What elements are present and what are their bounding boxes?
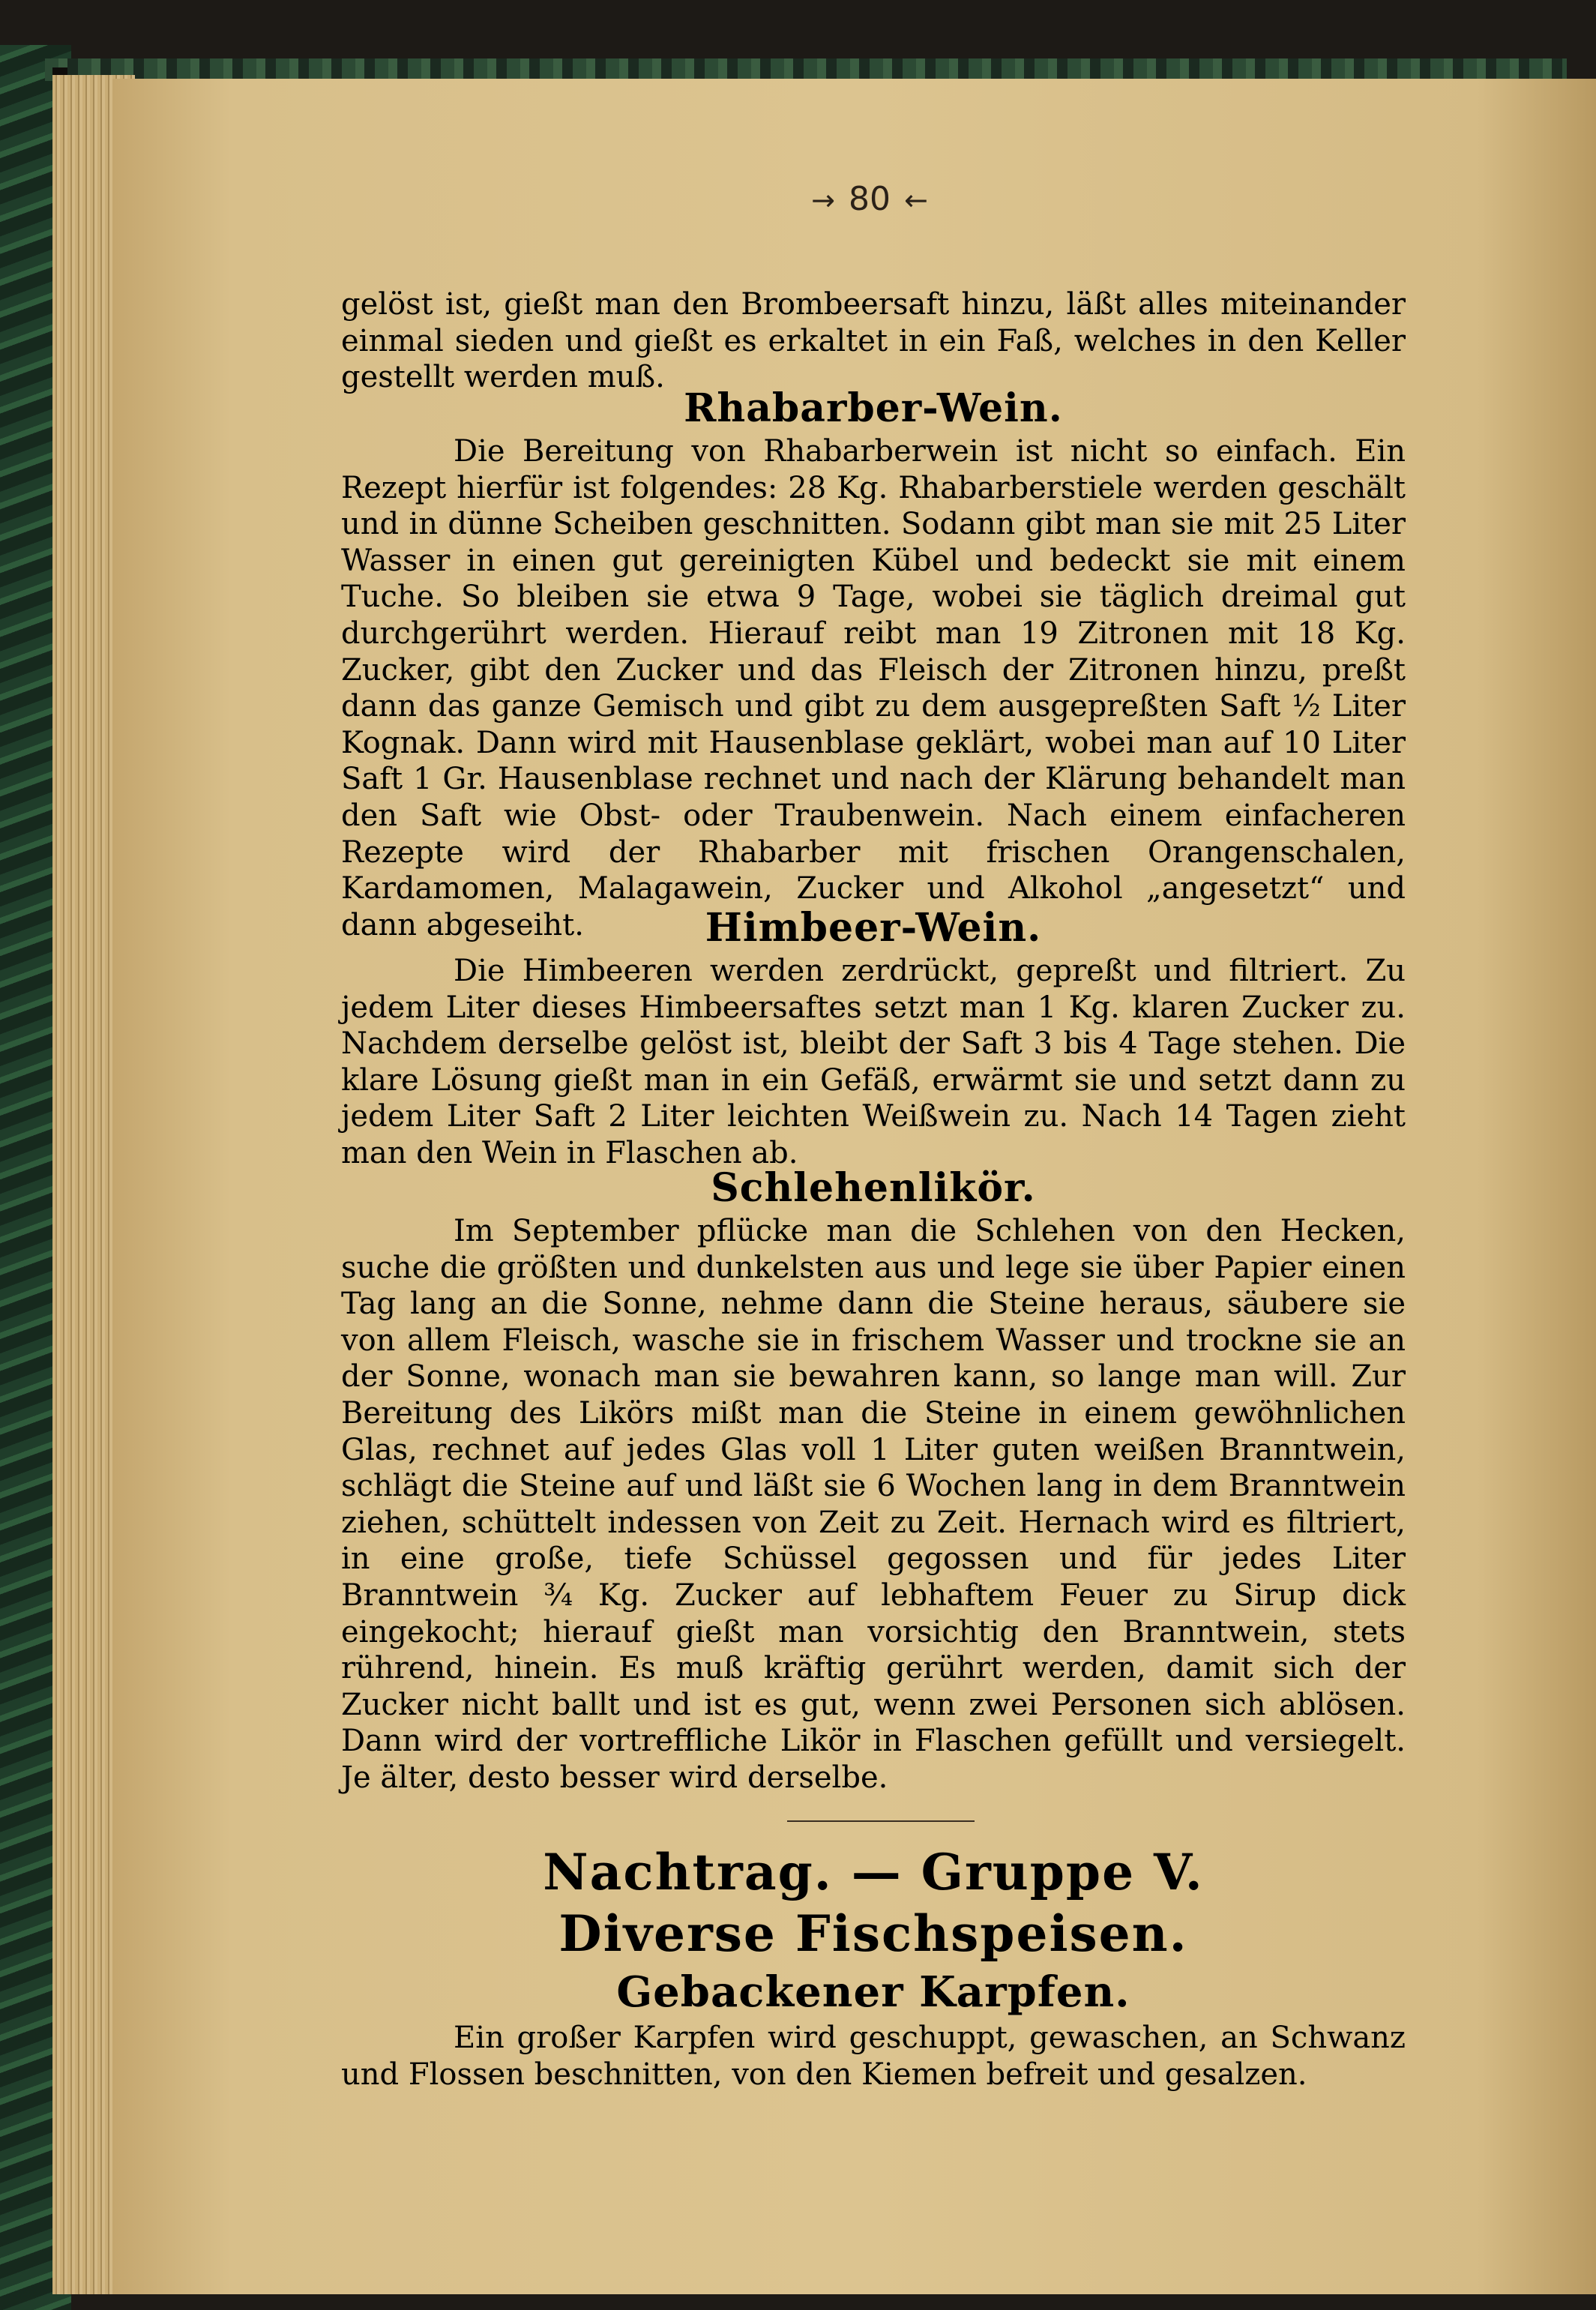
section-heading: Schlehenlikör.	[711, 1165, 1036, 1211]
page-header	[757, 180, 982, 218]
ornament-right-icon: ←	[904, 184, 928, 217]
section-heading: Himbeer-Wein.	[705, 905, 1042, 951]
section-heading: Rhabarber-Wein.	[684, 385, 1063, 431]
appendix-paragraph: Ein großer Karpfen wird geschuppt, gewaschen, an Schwanz und Flossen beschnitten, von den Kiemen befreit und gesalzen.	[341, 2021, 1406, 2092]
appendix-subtitle: Diverse Fischspeisen.	[558, 1904, 1188, 1963]
appendix-title: Nachtrag. — Gruppe V.	[543, 1843, 1204, 1901]
section-paragraph: Die Bereitung von Rhabarberwein ist nicht so einfach. Ein Rezept hierfür ist folgendes: 28 Kg. Rhabarberstiele werden geschält und in dünne Scheiben geschnitten. Sodann gibt man sie mit 25 Liter Wasser in einen gut gereinigten Kübel und bedeckt sie mit einem Tuche. So bleiben sie etwa 9 Tage, wobei sie täglich dreimal gut durchgerührt werden. Hierauf reibt man 19 Zitronen mit 18 Kg. Zucker, gibt den Zucker und das Fleisch der Zitronen hinzu, preßt dann das ganze Gemisch und gibt zu dem ausgepreßten Saft ½ Liter Kognak. Dann wird mit Hausenblase geklärt, wobei man auf 10 Liter Saft 1 Gr. Hausenblase rechnet und nach der Klärung behandelt man den Saft wie Obst- oder Traubenwein. Nach einem einfacheren Rezepte wird der Rhabarber mit frischen Orangenschalen, Kardamomen, Malagawein, Zucker und Alkohol „angesetzt“ und dann abgeseiht.	[341, 434, 1406, 942]
section-paragraph: Im September pflücke man die Schlehen von den Hecken, suche die größten und dunkelsten aus und lege sie über Papier einen Tag lang an die Sonne, nehme dann die Steine heraus, säubere sie von allem Fleisch, wasche sie in frischem Wasser und trockne sie an der Sonne, wonach man sie bewahren kann, so lange man will. Zur Bereitung des Likörs mißt man die Steine in einem gewöhnlichen Glas, rechnet auf jedes Glas voll 1 Liter guten weißen Branntwein, schlägt die Steine auf und läßt sie 6 Wochen lang in dem Branntwein ziehen, schüttelt indessen von Zeit zu Zeit. Hernach wird es filtriert, in eine große, tiefe Schüssel gegossen und für jedes Liter Branntwein ¾ Kg. Zucker auf lebhaftem Feuer zu Sirup dick eingekocht; hierauf gießt man vorsichtig den Branntwein, stets rührend, hinein. Es muß kräftig gerührt werden, damit sich der Zucker nicht ballt und ist es gut, wenn zwei Personen sich ablösen. Dann wird der vortreffliche Likör in Flaschen gefüllt und versiegelt. Je älter, desto besser wird derselbe.	[341, 1214, 1406, 1795]
section-schlehenlikoer	[341, 1164, 1406, 1796]
section-himbeer	[341, 903, 1406, 1172]
cover-top-band	[45, 58, 1567, 81]
section-rhabarber	[341, 384, 1406, 943]
page-number: 80	[849, 180, 891, 218]
divider-rule	[787, 1820, 975, 1822]
intro-block	[341, 286, 1406, 396]
appendix-heading: Gebackener Karpfen.	[616, 1967, 1130, 2017]
section-paragraph: Die Himbeeren werden zerdrückt, gepreßt und filtriert. Zu jedem Liter dieses Himbeersaftes setzt man 1 Kg. klaren Zucker zu. Nachdem derselbe gelöst ist, bleibt der Saft 3 bis 4 Tage stehen. Die klare Lösung gießt man in ein Gefäß, erwärmt sie und setzt dann zu jedem Liter Saft 2 Liter leichten Weißwein zu. Nach 14 Tagen zieht man den Wein in Flaschen ab.	[341, 954, 1406, 1170]
ornament-left-icon: →	[811, 184, 835, 217]
intro-paragraph: gelöst ist, gießt man den Brombeersaft hinzu, läßt alles miteinander einmal sieden und gießt es erkaltet in ein Faß, welches in den Keller gestellt werden muß.	[341, 287, 1406, 395]
appendix-block	[341, 1841, 1406, 2093]
